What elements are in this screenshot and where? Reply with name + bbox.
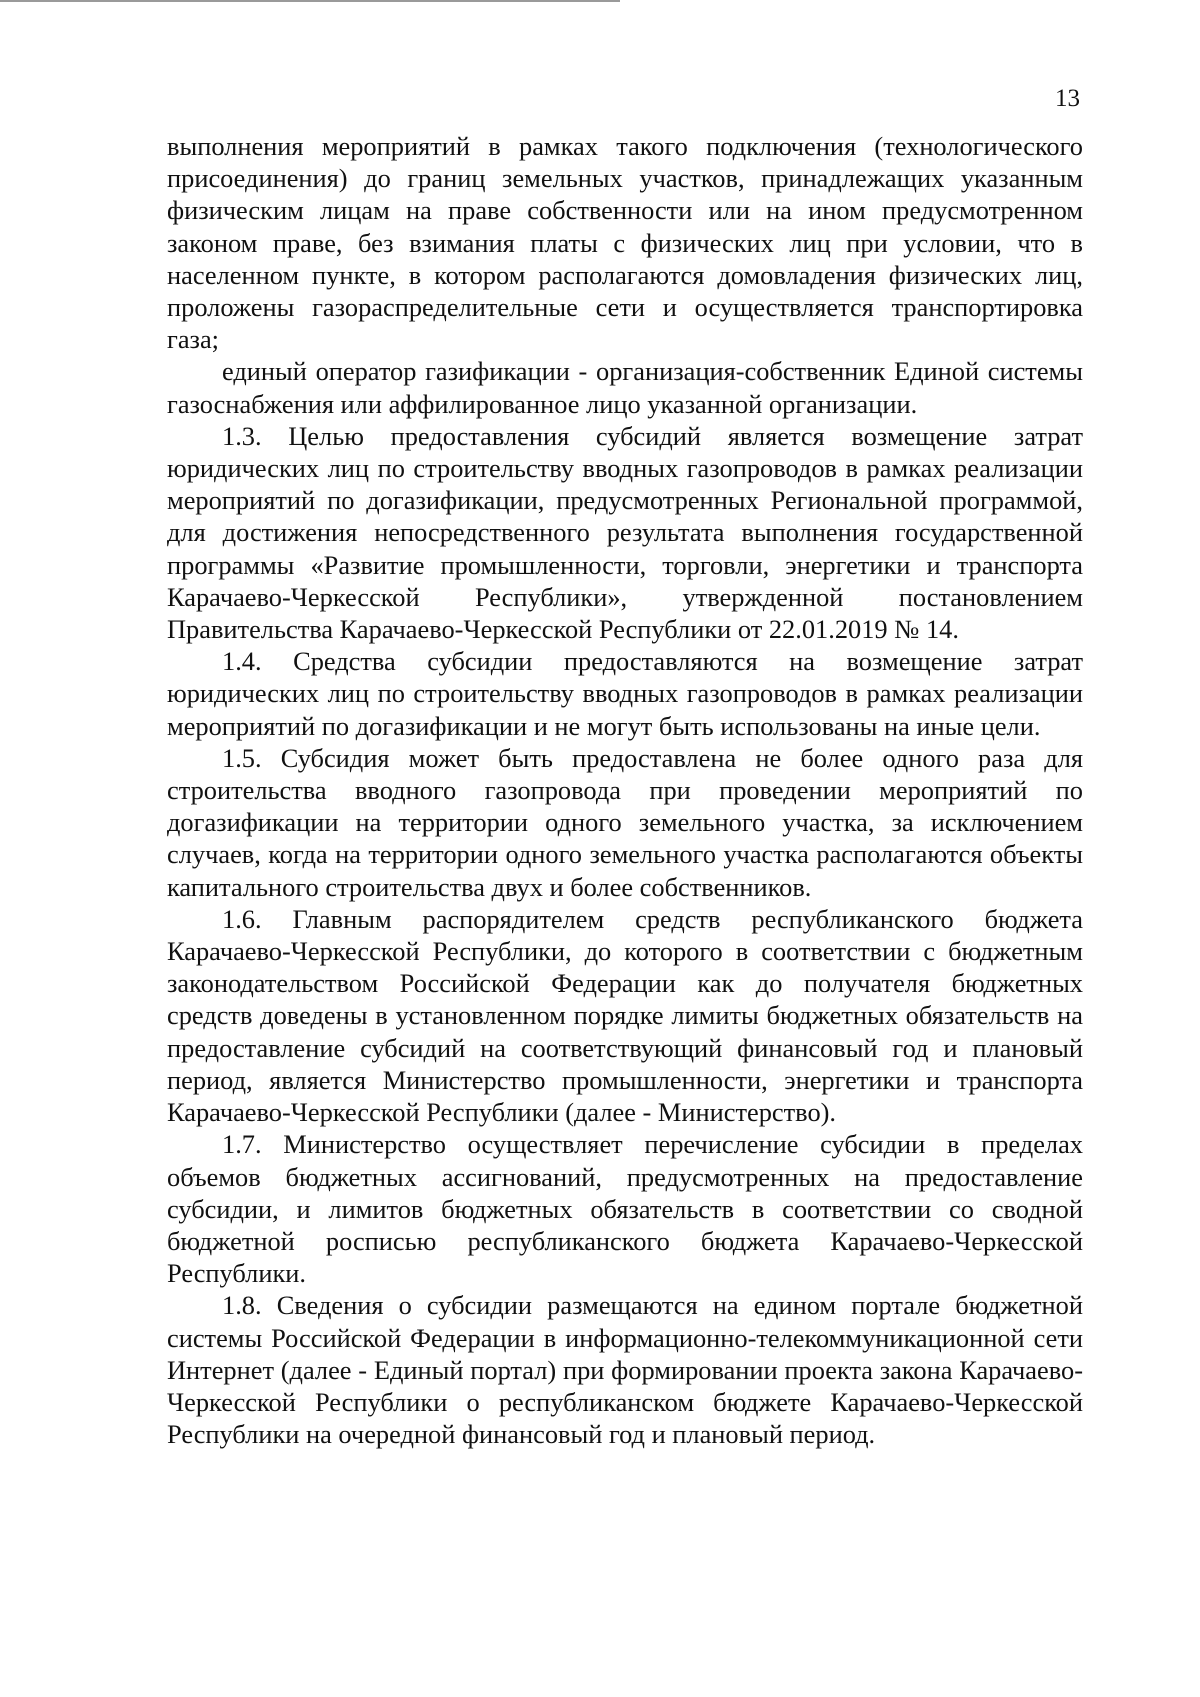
top-scan-border [0,0,620,2]
paragraph-1-6: 1.6. Главным распорядителем средств республиканского бюджета Карачаево-Черкесской Республики, до которого в соответствии с бюджетным законодательством Российской Федерации как до получателя бюджетных средств доведены в установленном порядке лимиты бюджетных обязательств на предоставление субсидий на соответствующий финансовый год и плановый период, является Министерство промышленности, энергетики и транспорта Карачаево-Черкесской Республики (далее - Министерство). [167,903,1083,1128]
document-body [167,130,1083,1450]
paragraph-1-8: 1.8. Сведения о субсидии размещаются на едином портале бюджетной системы Российской Федерации в информационно-телекоммуникационной сети Интернет (далее - Единый портал) при формировании проекта закона Карачаево-Черкесской Республики о республиканском бюджете Карачаево-Черкесской Республики на очередной финансовый год и плановый период. [167,1290,1083,1450]
paragraph-1-5: 1.5. Субсидия может быть предоставлена не более одного раза для строительства вводного газопровода при проведении мероприятий по догазификации на территории одного земельного участка, за исключением случаев, когда на территории одного земельного участка располагаются объекты капитального строительства двух и более собственников. [167,742,1083,902]
paragraph-single-operator: единый оператор газификации - организация-собственник Единой системы газоснабжения или аффилированное лицо указанной организации. [167,356,1083,419]
paragraph-1-7: 1.7. Министерство осуществляет перечисление субсидии в пределах объемов бюджетных ассигнований, предусмотренных на предоставление субсидии, и лимитов бюджетных обязательств в соответствии со сводной бюджетной росписью республиканского бюджета Карачаево-Черкесской Республики. [167,1129,1083,1289]
paragraph-continuation: выполнения мероприятий в рамках такого подключения (технологического присоединения) до границ земельных участков, принадлежащих указанным физическим лицам на праве собственности или на ином предусмотренном законом праве, без взимания платы с физических лиц при условии, что в населенном пункте, в котором располагаются домовладения физических лиц, проложены газораспределительные сети и осуществляется транспортировка газа; [167,131,1083,355]
paragraph-1-3: 1.3. Целью предоставления субсидий является возмещение затрат юридических лиц по строительству вводных газопроводов в рамках реализации мероприятий по догазификации, предусмотренных Региональной программой, для достижения непосредственного результата выполнения государственной программы «Развитие промышленности, торговли, энергетики и транспорта Карачаево-Черкесской Республики», утвержденной постановлением Правительства Карачаево-Черкесской Республики от 22.01.2019 № 14. [167,420,1083,645]
paragraph-1-4: 1.4. Средства субсидии предоставляются на возмещение затрат юридических лиц по строительству вводных газопроводов в рамках реализации мероприятий по догазификации и не могут быть использованы на иные цели. [167,646,1083,741]
page-number: 13 [1055,85,1080,112]
